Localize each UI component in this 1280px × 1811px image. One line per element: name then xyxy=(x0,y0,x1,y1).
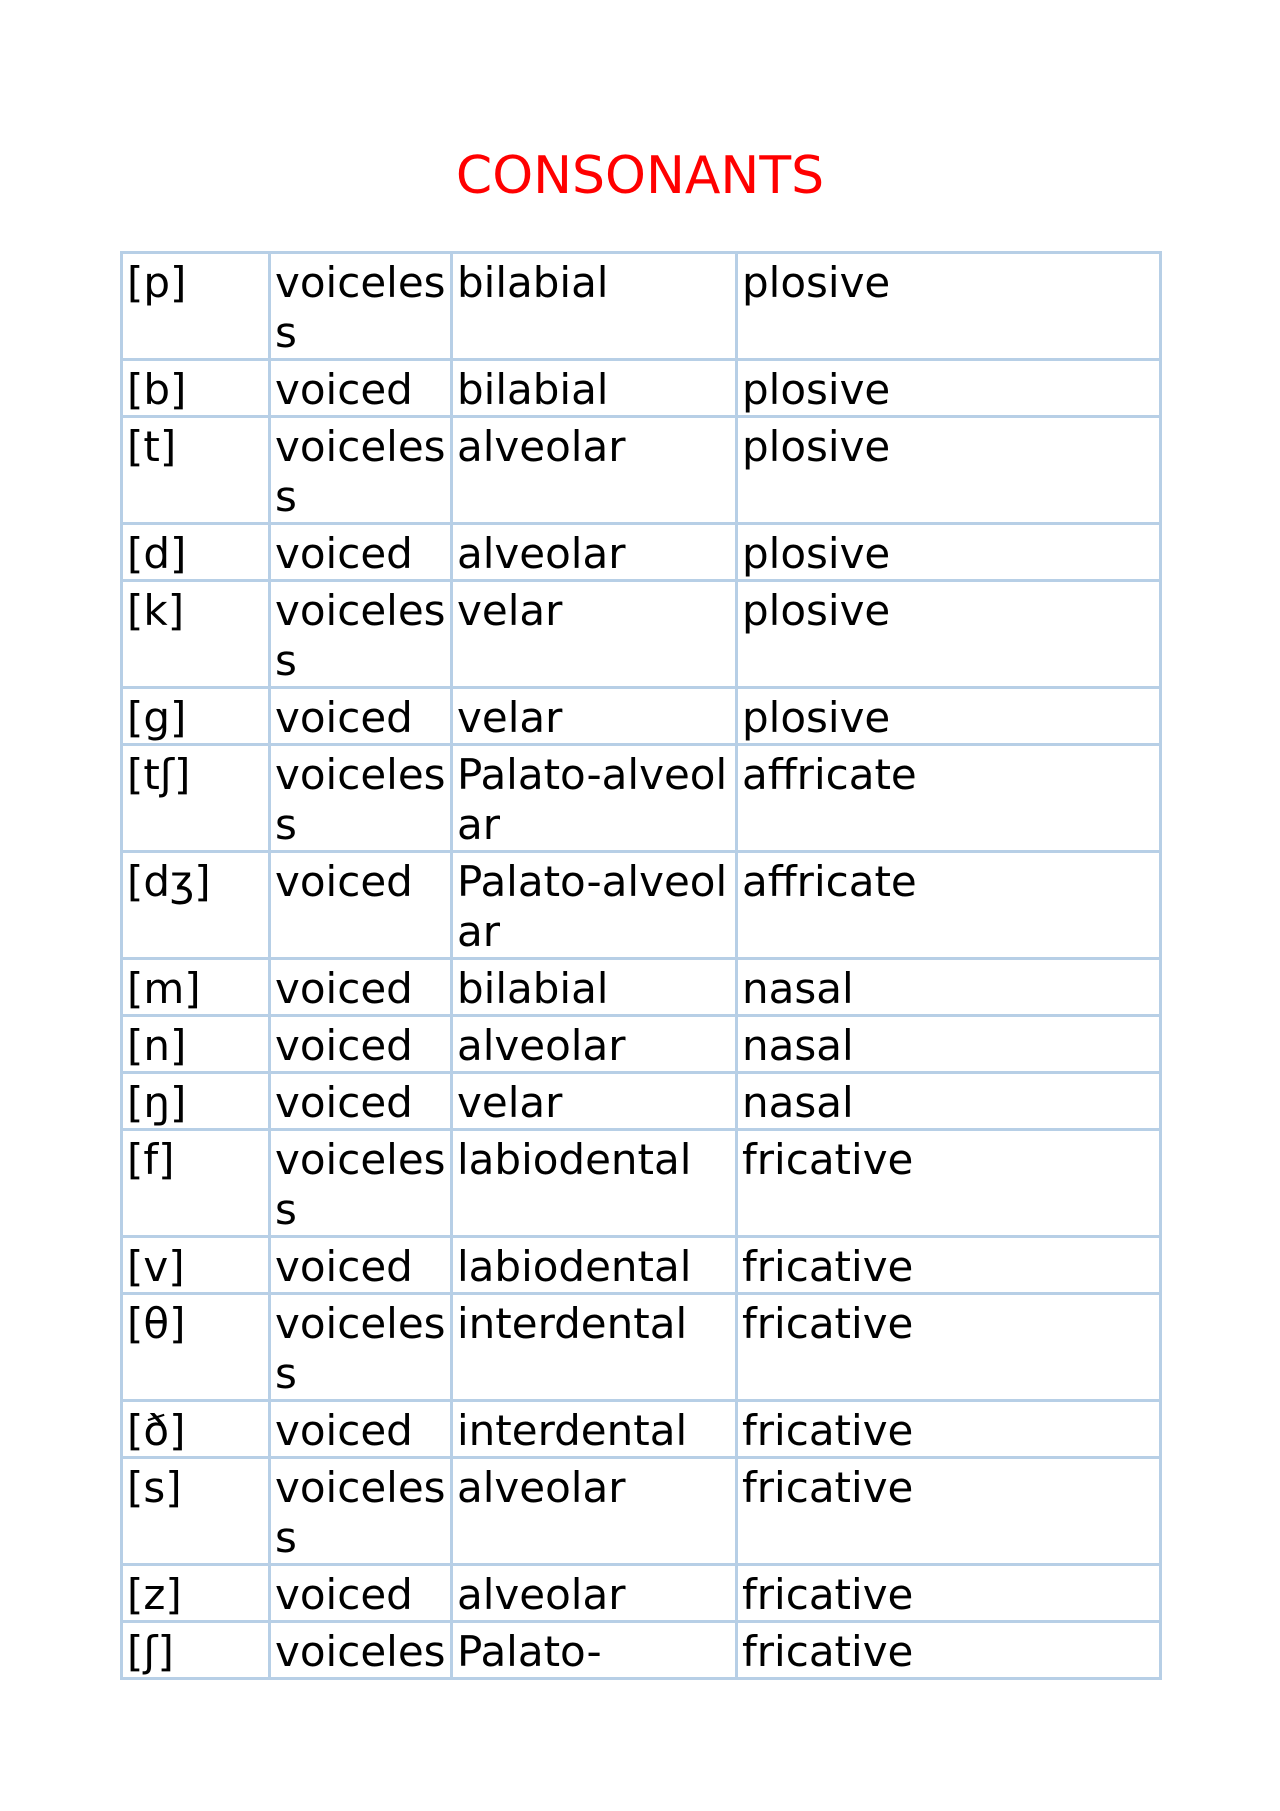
manner-cell: plosive xyxy=(737,688,1161,745)
manner-cell: plosive xyxy=(737,524,1161,581)
manner-cell: nasal xyxy=(737,1073,1161,1130)
voicing-cell: voiceless xyxy=(270,1458,452,1565)
place-cell: Palato- xyxy=(452,1622,737,1679)
voicing-cell: voiced xyxy=(270,1073,452,1130)
place-cell: Palato-alveolar xyxy=(452,852,737,959)
table-row xyxy=(122,852,1161,959)
place-cell: velar xyxy=(452,688,737,745)
place-cell: bilabial xyxy=(452,253,737,360)
place-cell: labiodental xyxy=(452,1130,737,1237)
table-row xyxy=(122,1073,1161,1130)
place-cell: interdental xyxy=(452,1294,737,1401)
symbol-cell: [m] xyxy=(122,959,270,1016)
table-row xyxy=(122,524,1161,581)
place-cell: Palato-alveolar xyxy=(452,745,737,852)
voicing-cell: voiceless xyxy=(270,417,452,524)
place-cell: alveolar xyxy=(452,1458,737,1565)
place-cell: bilabial xyxy=(452,959,737,1016)
place-cell: bilabial xyxy=(452,360,737,417)
symbol-cell: [n] xyxy=(122,1016,270,1073)
table-row xyxy=(122,959,1161,1016)
table-row xyxy=(122,1458,1161,1565)
place-cell: velar xyxy=(452,1073,737,1130)
table-row xyxy=(122,360,1161,417)
symbol-cell: [t] xyxy=(122,417,270,524)
manner-cell: plosive xyxy=(737,253,1161,360)
manner-cell: affricate xyxy=(737,852,1161,959)
table-row xyxy=(122,1237,1161,1294)
table-row xyxy=(122,1565,1161,1622)
manner-cell: nasal xyxy=(737,959,1161,1016)
voicing-cell: voiced xyxy=(270,1237,452,1294)
place-cell: interdental xyxy=(452,1401,737,1458)
manner-cell: plosive xyxy=(737,417,1161,524)
table-row xyxy=(122,581,1161,688)
voicing-cell: voiced xyxy=(270,360,452,417)
voicing-cell: voiceles xyxy=(270,1622,452,1679)
table-body xyxy=(122,253,1161,1679)
manner-cell: fricative xyxy=(737,1130,1161,1237)
voicing-cell: voiced xyxy=(270,1565,452,1622)
place-cell: velar xyxy=(452,581,737,688)
place-cell: alveolar xyxy=(452,524,737,581)
manner-cell: fricative xyxy=(737,1565,1161,1622)
place-cell: alveolar xyxy=(452,1016,737,1073)
voicing-cell: voiced xyxy=(270,688,452,745)
manner-cell: fricative xyxy=(737,1622,1161,1679)
symbol-cell: [z] xyxy=(122,1565,270,1622)
voicing-cell: voiceless xyxy=(270,745,452,852)
voicing-cell: voiced xyxy=(270,959,452,1016)
symbol-cell: [tʃ] xyxy=(122,745,270,852)
symbol-cell: [ŋ] xyxy=(122,1073,270,1130)
voicing-cell: voiced xyxy=(270,1401,452,1458)
voicing-cell: voiceless xyxy=(270,1294,452,1401)
place-cell: labiodental xyxy=(452,1237,737,1294)
table-row xyxy=(122,417,1161,524)
symbol-cell: [d] xyxy=(122,524,270,581)
place-cell: alveolar xyxy=(452,1565,737,1622)
table-row xyxy=(122,253,1161,360)
table-row xyxy=(122,1294,1161,1401)
symbol-cell: [v] xyxy=(122,1237,270,1294)
symbol-cell: [f] xyxy=(122,1130,270,1237)
table-row xyxy=(122,1130,1161,1237)
symbol-cell: [g] xyxy=(122,688,270,745)
table-row xyxy=(122,1016,1161,1073)
voicing-cell: voiced xyxy=(270,524,452,581)
manner-cell: nasal xyxy=(737,1016,1161,1073)
voicing-cell: voiceless xyxy=(270,253,452,360)
manner-cell: plosive xyxy=(737,360,1161,417)
voicing-cell: voiceless xyxy=(270,1130,452,1237)
manner-cell: plosive xyxy=(737,581,1161,688)
symbol-cell: [θ] xyxy=(122,1294,270,1401)
symbol-cell: [ð] xyxy=(122,1401,270,1458)
voicing-cell: voiced xyxy=(270,852,452,959)
voicing-cell: voiced xyxy=(270,1016,452,1073)
symbol-cell: [ʃ] xyxy=(122,1622,270,1679)
manner-cell: fricative xyxy=(737,1401,1161,1458)
manner-cell: affricate xyxy=(737,745,1161,852)
page-title: CONSONANTS xyxy=(455,146,825,206)
table-row xyxy=(122,688,1161,745)
table-row xyxy=(122,745,1161,852)
consonants-table xyxy=(120,251,1162,1680)
manner-cell: fricative xyxy=(737,1458,1161,1565)
table-row xyxy=(122,1401,1161,1458)
place-cell: alveolar xyxy=(452,417,737,524)
symbol-cell: [b] xyxy=(122,360,270,417)
manner-cell: fricative xyxy=(737,1294,1161,1401)
symbol-cell: [k] xyxy=(122,581,270,688)
symbol-cell: [dʒ] xyxy=(122,852,270,959)
symbol-cell: [p] xyxy=(122,253,270,360)
table-row xyxy=(122,1622,1161,1679)
manner-cell: fricative xyxy=(737,1237,1161,1294)
symbol-cell: [s] xyxy=(122,1458,270,1565)
voicing-cell: voiceless xyxy=(270,581,452,688)
